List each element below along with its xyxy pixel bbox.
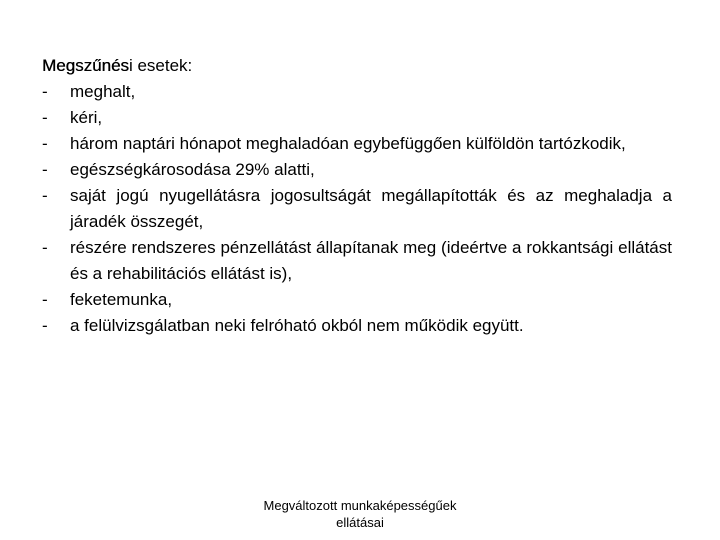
heading-bold-part: Megszűnés [42,56,129,75]
list-item-text: a felülvizsgálatban neki felróható okból nem működik együtt. [70,316,524,335]
bullet-dash: - [42,108,48,127]
section-heading [42,53,672,79]
heading-rest: i esetek: [128,56,193,75]
bullet-dash: - [42,290,48,309]
list-item [42,183,672,235]
list-item-text: kéri, [70,108,103,127]
list-item-text: saját jogú nyugellátásra jogosultságát megállapították és az meghaladja a járadék összegét, [70,186,672,231]
list-item-text: részére rendszeres pénzellátást állapítanak meg (ideértve a rokkantsági ellátást és a rehabilitációs ellátást is), [70,238,672,283]
termination-cases-list [42,79,672,339]
bullet-dash: - [42,82,48,101]
list-item-text: feketemunka, [70,290,173,309]
list-item [42,287,672,313]
footer-line-2: ellátásai [336,515,384,530]
bullet-dash: - [42,134,48,153]
list-item [42,235,672,287]
bullet-dash: - [42,238,48,257]
footer-line-1: Megváltozott munkaképességűek [263,498,457,513]
bullet-dash: - [42,186,48,205]
list-item-text: egészségkárosodása 29% alatti, [70,160,315,179]
bullet-dash: - [42,160,48,179]
list-item [42,79,672,105]
list-item [42,131,672,157]
slide-footer [240,497,480,531]
slide-body [42,53,672,339]
bullet-dash: - [42,316,48,335]
list-item [42,105,672,131]
list-item [42,313,672,339]
list-item-text: három naptári hónapot meghaladóan egybefüggően külföldön tartózkodik, [70,134,626,153]
list-item-text: meghalt, [70,82,136,101]
list-item [42,157,672,183]
